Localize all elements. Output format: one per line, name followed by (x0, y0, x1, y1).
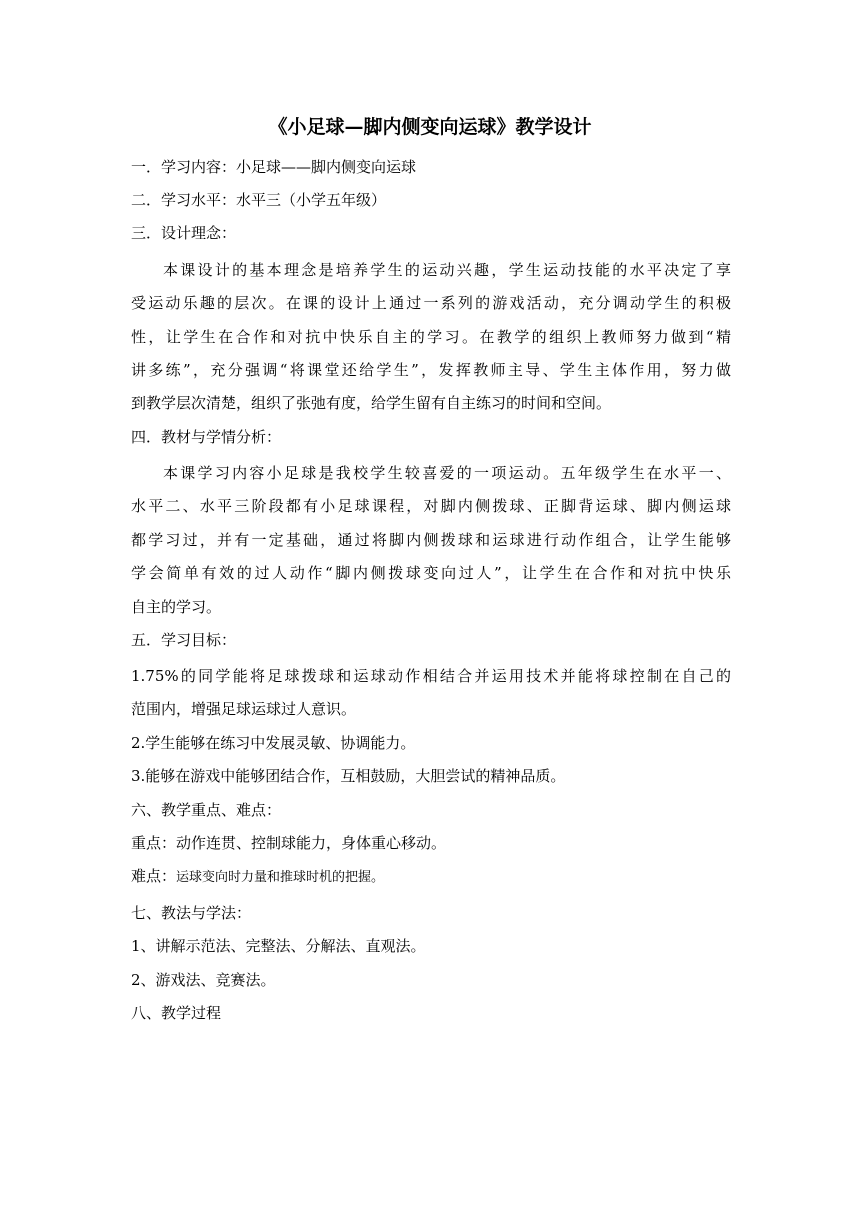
goal-1-line-2: 范围内，增强足球运球过人意识。 (131, 700, 357, 718)
analysis-line-3: 都学习过，并有一定基础，通过将脚内侧拨球和运球进行动作组合，让学生能够 (131, 531, 731, 549)
analysis-line-4: 学会简单有效的过人动作“脚内侧拨球变向过人”，让学生在合作和对抗中快乐 (131, 564, 731, 582)
difficult-point-text: 运球变向时力量和推球时机的把握。 (176, 870, 385, 885)
section-design-concept-heading: 三．设计理念： (131, 224, 237, 242)
design-concept-line-3: 性，让学生在合作和对抗中快乐自主的学习。在教学的组织上教师努力做到“精 (131, 328, 731, 346)
section-learning-content: 一．学习内容：小足球——脚内侧变向运球 (131, 158, 417, 176)
design-concept-line-4: 讲多练”，充分强调“将课堂还给学生”，发挥教师主导、学生主体作用，努力做 (131, 361, 731, 379)
section-teaching-process-heading: 八、教学过程 (131, 1004, 222, 1022)
section-learning-level: 二．学习水平：水平三（小学五年级） (131, 191, 387, 209)
section-key-points-heading: 六、教学重点、难点： (131, 801, 282, 819)
design-concept-line-2: 受运动乐趣的层次。在课的设计上通过一系列的游戏活动，充分调动学生的积极 (131, 294, 731, 312)
section-analysis-heading: 四．教材与学情分析： (131, 428, 282, 446)
goal-1-line-1: 1.75%的同学能将足球拨球和运球动作相结合并运用技术并能将球控制在自己的 (131, 667, 731, 685)
method-2: 2、游戏法、竞赛法。 (131, 971, 276, 989)
section-goals-heading: 五．学习目标： (131, 631, 237, 649)
section-methods-heading: 七、教法与学法： (131, 904, 252, 922)
analysis-line-5: 自主的学习。 (131, 598, 222, 616)
difficult-point-label: 难点： (131, 867, 177, 885)
goal-3: 3.能够在游戏中能够团结合作，互相鼓励，大胆尝试的精神品质。 (131, 767, 566, 785)
difficult-point (131, 865, 731, 889)
document-title: 《小足球—脚内侧变向运球》教学设计 (268, 116, 592, 138)
method-1: 1、讲解示范法、完整法、分解法、直观法。 (131, 937, 426, 955)
key-point: 重点：动作连贯、控制球能力，身体重心移动。 (131, 834, 447, 852)
analysis-line-1: 本课学习内容小足球是我校学生较喜爱的一项运动。五年级学生在水平一、 (163, 464, 731, 482)
goal-2: 2.学生能够在练习中发展灵敏、协调能力。 (131, 734, 416, 752)
analysis-line-2: 水平二、水平三阶段都有小足球课程，对脚内侧拨球、正脚背运球、脚内侧运球 (131, 497, 731, 515)
design-concept-line-5: 到教学层次清楚，组织了张弛有度，给学生留有自主练习的时间和空间。 (131, 394, 612, 412)
design-concept-line-1: 本课设计的基本理念是培养学生的运动兴趣，学生运动技能的水平决定了享 (163, 261, 731, 279)
